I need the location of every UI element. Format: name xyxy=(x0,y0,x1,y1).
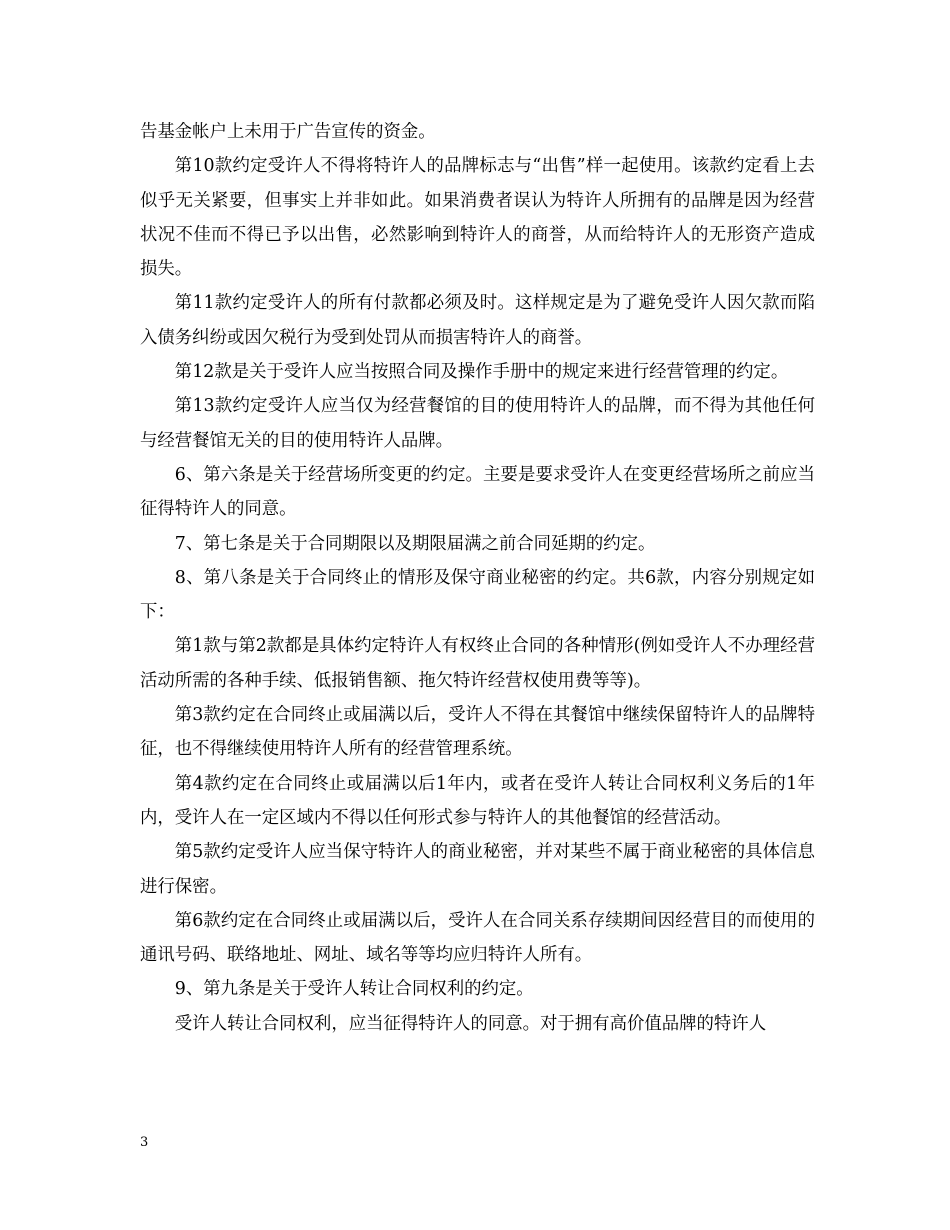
paragraph: 第10款约定受许人不得将特许人的品牌标志与“出售”样一起使用。该款约定看上去似乎无关紧要，但事实上并非如此。如果消费者误认为特许人所拥有的品牌是因为经营状况不佳而不得已予以出售，必然影响到特许人的商誉，从而给特许人的无形资产造成损失。 xyxy=(140,156,815,280)
paragraph: 第12款是关于受许人应当按照合同及操作手册中的规定来进行经营管理的约定。 xyxy=(174,362,789,383)
paragraph: 第1款与第2款都是具体约定特许人有权终止合同的各种情形(例如受许人不办理经营活动所需的各种手续、低报销售额、拖欠特许经营权使用费等等)。 xyxy=(140,636,815,691)
document-body xyxy=(140,115,815,1041)
paragraph: 第5款约定受许人应当保守特许人的商业秘密，并对某些不属于商业秘密的具体信息进行保密。 xyxy=(140,842,815,897)
paragraph: 9、第九条是关于受许人转让合同权利的约定。 xyxy=(174,979,534,1000)
paragraph: 告基金帐户上未用于广告宣传的资金。 xyxy=(140,122,436,142)
paragraph: 6、第六条是关于经营场所变更的约定。主要是要求受许人在变更经营场所之前应当征得特许人的同意。 xyxy=(140,464,815,520)
paragraph: 第3款约定在合同终止或届满以后，受许人不得在其餐馆中继续保留特许人的品牌特征，也不得继续使用特许人所有的经营管理系统。 xyxy=(140,705,815,760)
paragraph: 第4款约定在合同终止或届满以后1年内，或者在受许人转让合同权利义务后的1年内，受许人在一定区域内不得以任何形式参与特许人的其他餐馆的经营活动。 xyxy=(140,773,815,828)
page-number: 3 xyxy=(140,1135,149,1150)
paragraph: 8、第八条是关于合同终止的情形及保守商业秘密的约定。共6款，内容分别规定如下： xyxy=(140,567,815,623)
paragraph: 第6款约定在合同终止或届满以后，受许人在合同关系存续期间因经营目的而使用的通讯号码、联络地址、网址、域名等等均应归特许人所有。 xyxy=(140,910,815,966)
paragraph: 7、第七条是关于合同期限以及期限届满之前合同延期的约定。 xyxy=(174,533,656,554)
paragraph: 第11款约定受许人的所有付款都必须及时。这样规定是为了避免受许人因欠款而陷入债务纠纷或因欠税行为受到处罚从而损害特许人的商誉。 xyxy=(140,293,815,348)
paragraph: 第13款约定受许人应当仅为经营餐馆的目的使用特许人的品牌，而不得为其他任何与经营餐馆无关的目的使用特许人品牌。 xyxy=(140,396,815,451)
paragraph: 受许人转让合同权利，应当征得特许人的同意。对于拥有高价值品牌的特许人 xyxy=(174,1013,767,1034)
